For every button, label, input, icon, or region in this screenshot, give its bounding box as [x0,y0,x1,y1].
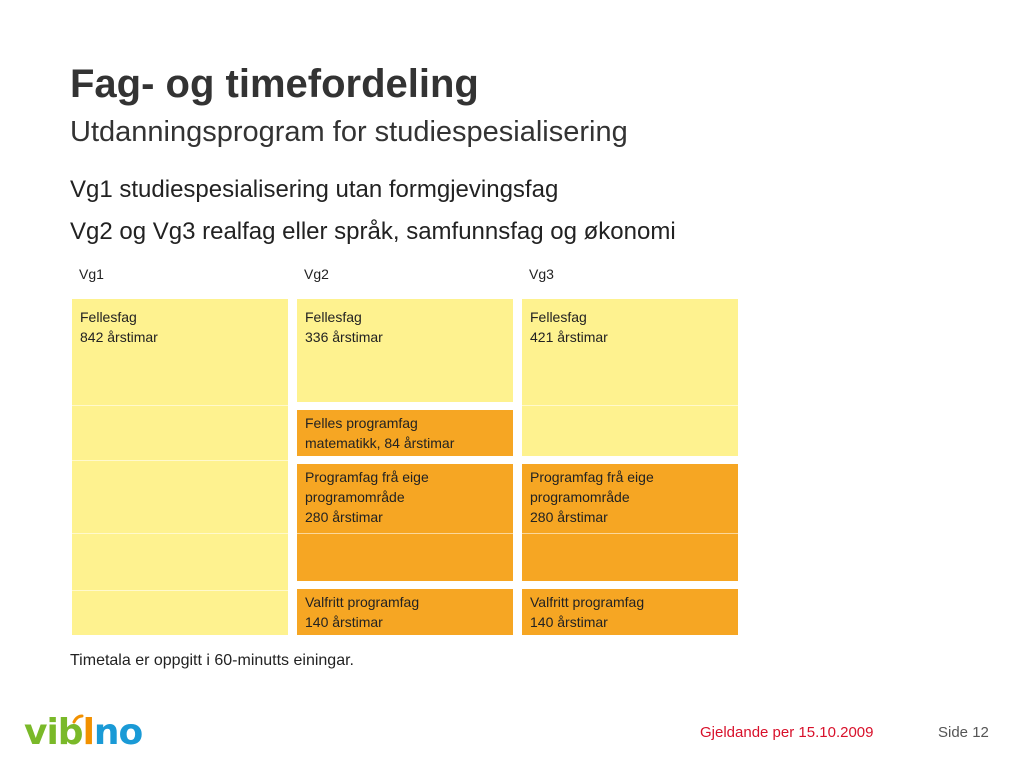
validity-date: Gjeldande per 15.10.2009 [700,724,874,741]
vg1-fellesfag-block [72,299,288,635]
footnote: Timetala er oppgitt i 60-minutts einingar. [70,652,354,669]
vg2-valfritt-block [297,589,513,635]
vg3-fellesfag-label: Fellesfag [530,309,587,325]
vg2-programfag-hours: 280 årstimar [305,509,383,525]
page-title: Fag- og timefordeling [70,62,479,106]
vg2-programfag-line1: Programfag frå eige [305,469,429,485]
program-line-vg1: Vg1 studiespesialisering utan formgjevingsfag [70,176,559,203]
vg2-valfritt-hours: 140 årstimar [305,614,383,630]
vg1-fellesfag-hours: 842 årstimar [80,329,158,345]
vg2-fellesfag-hours: 336 årstimar [305,329,383,345]
vg2-fellesfag-label: Fellesfag [305,309,362,325]
page-number: Side 12 [938,724,989,741]
vg2-felles-programfag-block [297,410,513,456]
vg1-grid-line [72,533,288,534]
vg2-fellesfag-block [297,299,513,402]
vg3-valfritt-block [522,589,738,635]
vg3-fellesfag-hours: 421 årstimar [530,329,608,345]
column-label-vg1: Vg1 [79,266,104,282]
column-label-vg2: Vg2 [304,266,329,282]
vg3-grid-line [522,405,738,406]
vg1-grid-line [72,405,288,406]
vg3-grid-line [522,533,738,534]
vg2-felles-programfag-line1: Felles programfag [305,415,418,431]
vg1-fellesfag-label: Fellesfag [80,309,137,325]
vg2-valfritt-label: Valfritt programfag [305,594,420,610]
vg3-programfag-line1: Programfag frå eige [530,469,654,485]
vg1-grid-line [72,460,288,461]
vg3-valfritt-label: Valfritt programfag [530,594,645,610]
vg2-grid-line [297,533,513,534]
vg1-grid-line [72,590,288,591]
column-label-vg3: Vg3 [529,266,554,282]
svg-text:viblno: viblno [24,712,143,753]
vg3-fellesfag-block [522,299,738,456]
vg3-programfag-hours: 280 årstimar [530,509,608,525]
program-line-vg2-vg3: Vg2 og Vg3 realfag eller språk, samfunnsfag og økonomi [70,218,676,245]
vg2-programfag-block [297,464,513,581]
vg2-felles-programfag-line2: matematikk, 84 årstimar [305,435,455,451]
page-subtitle: Utdanningsprogram for studiespesialisering [70,116,628,148]
vg3-programfag-line2: programområde [530,489,630,505]
vg3-valfritt-hours: 140 årstimar [530,614,608,630]
vilbo-logo [24,710,144,754]
vg3-programfag-block [522,464,738,581]
vg2-programfag-line2: programområde [305,489,405,505]
